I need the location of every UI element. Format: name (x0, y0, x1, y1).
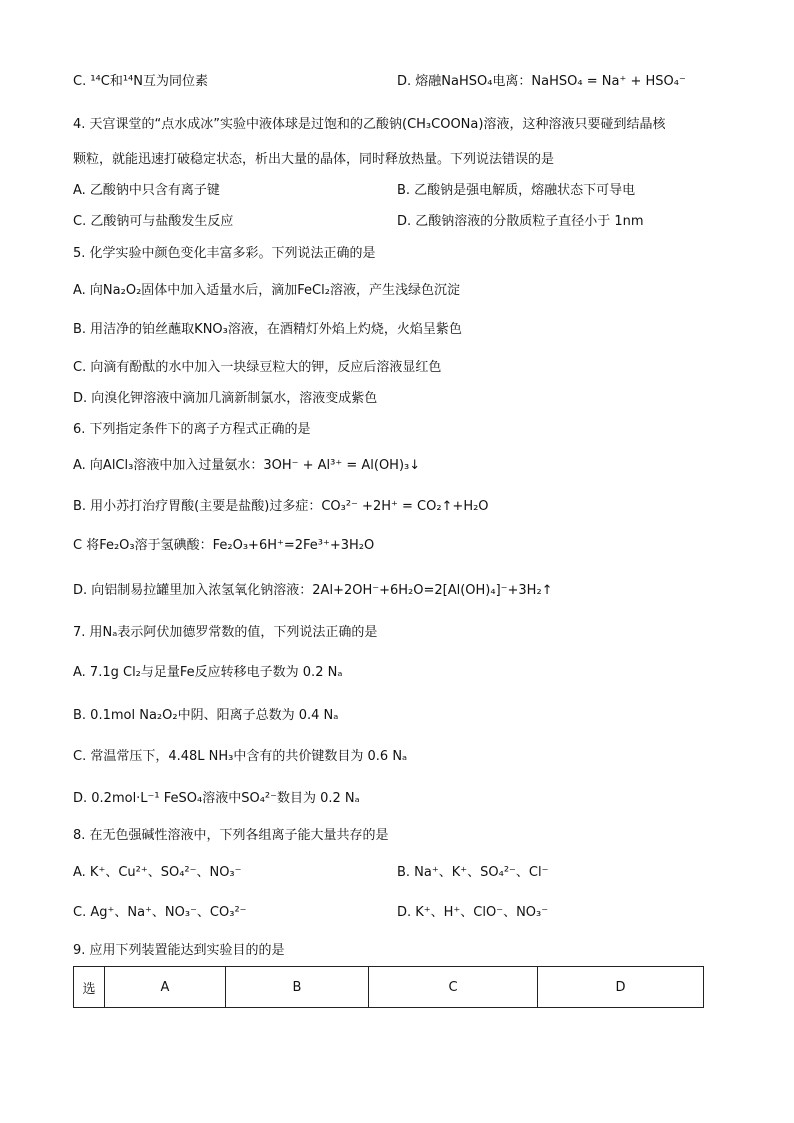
q4-option-c: C. 乙酸钠可与盐酸发生反应 (73, 214, 234, 229)
table-cell-select-label: 选 (74, 967, 105, 1008)
q4-option-b: B. 乙酸钠是强电解质，熔融状态下可导电 (397, 183, 636, 198)
q7-option-c: C. 常温常压下，4.48L NH₃中含有的共价键数目为 0.6 Nₐ (73, 749, 408, 764)
q3-option-c: C. ¹⁴C和¹⁴N互为同位素 (73, 74, 208, 89)
q4-option-d: D. 乙酸钠溶液的分散质粒子直径小于 1nm (397, 214, 644, 229)
table-cell-d: D (538, 967, 704, 1008)
q6-option-b: B. 用小苏打治疗胃酸(主要是盐酸)过多症：CO₃²⁻ +2H⁺ = CO₂↑+H₂O (73, 499, 489, 514)
q4-stem-line2: 颗粒，就能迅速打破稳定状态，析出大量的晶体，同时释放热量。下列说法错误的是 (73, 152, 555, 167)
q8-option-c: C. Ag⁺、Na⁺、NO₃⁻、CO₃²⁻ (73, 905, 247, 920)
q6-option-c: C 将Fe₂O₃溶于氢碘酸：Fe₂O₃+6H⁺=2Fe³⁺+3H₂O (73, 538, 375, 553)
q7-option-a: A. 7.1g Cl₂与足量Fe反应转移电子数为 0.2 Nₐ (73, 665, 343, 680)
q5-option-d: D. 向溴化钾溶液中滴加几滴新制氯水，溶液变成紫色 (73, 391, 378, 406)
q6-stem: 6. 下列指定条件下的离子方程式正确的是 (73, 422, 311, 437)
q5-option-c: C. 向滴有酚酞的水中加入一块绿豆粒大的钾，反应后溶液显红色 (73, 360, 442, 375)
q8-option-a: A. K⁺、Cu²⁺、SO₄²⁻、NO₃⁻ (73, 865, 242, 880)
q4-option-a: A. 乙酸钠中只含有离子键 (73, 183, 220, 198)
q3-option-d: D. 熔融NaHSO₄电离：NaHSO₄ = Na⁺ + HSO₄⁻ (397, 74, 686, 89)
q8-option-b: B. Na⁺、K⁺、SO₄²⁻、Cl⁻ (397, 865, 549, 880)
q4-stem-line1: 4. 天宫课堂的“点水成冰”实验中液体球是过饱和的乙酸钠(CH₃COONa)溶液，这种溶液只要碰到结晶核 (73, 117, 666, 132)
q6-option-a: A. 向AlCl₃溶液中加入过量氨水：3OH⁻ + Al³⁺ = Al(OH)₃↓ (73, 458, 421, 473)
q7-stem: 7. 用Nₐ表示阿伏加德罗常数的值，下列说法正确的是 (73, 625, 378, 640)
q8-stem: 8. 在无色强碱性溶液中，下列各组离子能大量共存的是 (73, 828, 389, 843)
q9-stem: 9. 应用下列装置能达到实验目的的是 (73, 943, 285, 958)
q7-option-d: D. 0.2mol·L⁻¹ FeSO₄溶液中SO₄²⁻数目为 0.2 Nₐ (73, 791, 360, 806)
q6-option-d: D. 向铝制易拉罐里加入浓氢氧化钠溶液：2Al+2OH⁻+6H₂O=2[Al(OH)₄]⁻+3H₂↑ (73, 583, 553, 598)
table-cell-b: B (226, 967, 369, 1008)
q9-selection-table (73, 966, 704, 1008)
table-cell-c: C (369, 967, 538, 1008)
table-cell-a: A (105, 967, 226, 1008)
q5-stem: 5. 化学实验中颜色变化丰富多彩。下列说法正确的是 (73, 246, 376, 261)
table-row (74, 967, 704, 1008)
q5-option-b: B. 用洁净的铂丝蘸取KNO₃溶液，在酒精灯外焰上灼烧，火焰呈紫色 (73, 322, 462, 337)
q7-option-b: B. 0.1mol Na₂O₂中阴、阳离子总数为 0.4 Nₐ (73, 708, 339, 723)
q5-option-a: A. 向Na₂O₂固体中加入适量水后，滴加FeCl₂溶液，产生浅绿色沉淀 (73, 283, 460, 298)
q8-option-d: D. K⁺、H⁺、ClO⁻、NO₃⁻ (397, 905, 549, 920)
